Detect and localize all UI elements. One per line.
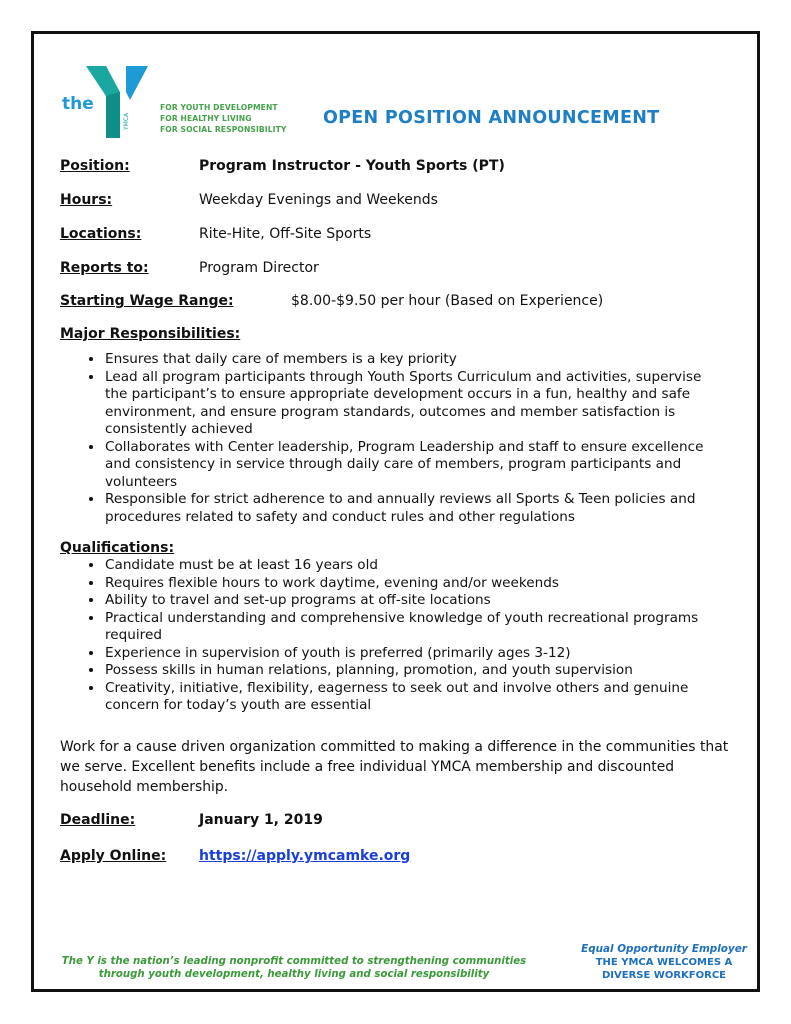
apply-label: Apply Online:: [60, 848, 167, 864]
announcement-title: OPEN POSITION ANNOUNCEMENT: [323, 108, 660, 128]
list-item: • Practical understanding and comprehensive knowledge of youth recreational programs required: [104, 610, 704, 645]
responsibilities-list: [78, 351, 704, 526]
list-item: • Requires flexible hours to work daytime, evening and/or weekends: [104, 575, 704, 593]
ymca-y-icon: [86, 66, 152, 138]
reports-to-value: Program Director: [199, 260, 319, 276]
logo-tagline-line: FOR HEALTHY LIVING: [160, 114, 252, 123]
position-label: Position:: [60, 158, 130, 174]
list-item: • Possess skills in human relations, planning, promotion, and youth supervision: [104, 662, 704, 680]
ymca-logo: [60, 66, 287, 138]
hours-label: Hours:: [60, 192, 113, 208]
list-item: • Responsible for strict adherence to and annually reviews all Sports & Teen policies and procedures related to safety and conduct rules and other regulations: [104, 491, 704, 526]
logo-ymca-vertical: YMCA: [123, 112, 130, 130]
qualifications-list: [78, 557, 704, 715]
logo-tagline-line: FOR YOUTH DEVELOPMENT: [160, 103, 278, 112]
list-item: • Lead all program participants through Youth Sports Curriculum and activities, supervise the participant’s to ensure appropriate development occurs in a fun, healthy and safe environment, and ensure program standards, outcomes and member satisfaction is consistently achieved: [104, 369, 704, 439]
deadline-value: January 1, 2019: [199, 812, 323, 828]
wage-label: Starting Wage Range:: [60, 293, 234, 309]
list-item: • Collaborates with Center leadership, Program Leadership and staff to ensure excellence and consistency in service through daily care of members, program participants and volunteers: [104, 439, 704, 492]
hours-value: Weekday Evenings and Weekends: [199, 192, 438, 208]
list-item: • Ability to travel and set-up programs at off-site locations: [104, 592, 704, 610]
welcome-line: THE YMCA WELCOMES A: [595, 957, 733, 968]
qualifications-heading: Qualifications:: [60, 540, 175, 556]
logo-tagline-line: FOR SOCIAL RESPONSIBILITY: [160, 125, 287, 134]
mission-line: The Y is the nation’s leading nonprofit committed to strengthening communities: [61, 956, 527, 967]
list-item: • Creativity, initiative, flexibility, eagerness to seek out and involve others and genuine concern for today’s youth are essential: [104, 680, 704, 715]
apply-link[interactable]: https://apply.ymcamke.org: [199, 848, 411, 864]
list-item: • Ensures that daily care of members is a key priority: [104, 351, 704, 369]
logo-the-text: the: [62, 94, 94, 114]
position-value: Program Instructor - Youth Sports (PT): [199, 158, 505, 174]
reports-to-label: Reports to:: [60, 260, 149, 276]
wage-value: $8.00-$9.50 per hour (Based on Experience): [291, 293, 604, 309]
deadline-label: Deadline:: [60, 812, 136, 828]
responsibilities-heading: Major Responsibilities:: [60, 326, 241, 342]
closing-paragraph: Work for a cause driven organization committed to making a difference in the communities that we serve. Excellent benefits include a free individual YMCA membership and discounted household membership.: [60, 739, 729, 795]
locations-value: Rite-Hite, Off-Site Sports: [199, 226, 372, 242]
eoe-statement: [576, 943, 752, 982]
list-item: • Candidate must be at least 16 years old: [104, 557, 704, 575]
logo-tagline: [160, 102, 286, 135]
welcome-line: DIVERSE WORKFORCE: [602, 970, 726, 981]
mission-statement: [54, 955, 534, 981]
eoe-text: Equal Opportunity Employer: [581, 943, 747, 955]
locations-label: Locations:: [60, 226, 142, 242]
list-item: • Experience in supervision of youth is preferred (primarily ages 3-12): [104, 645, 704, 663]
mission-line: through youth development, healthy living and social responsibility: [98, 969, 490, 980]
